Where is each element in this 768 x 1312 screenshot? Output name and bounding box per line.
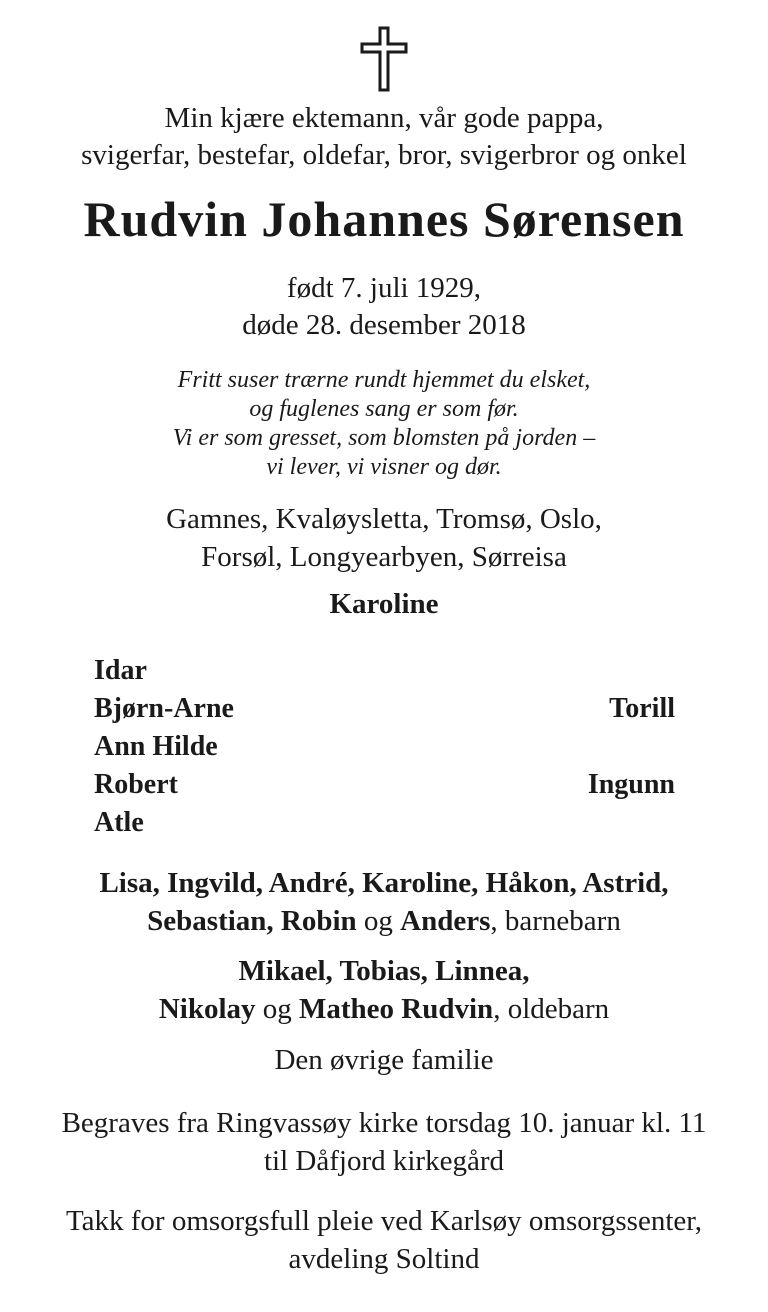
verse-line: Vi er som gresset, som blomsten på jorden – bbox=[172, 425, 596, 451]
thanks-line-1: Takk for omsorgsfull pleie ved Karlsøy omsorgssenter, bbox=[65, 1205, 703, 1237]
other-family: Den øvrige familie bbox=[274, 1044, 494, 1076]
great-grandchildren-label: , oldebarn bbox=[493, 993, 610, 1025]
birth-date: født 7. juli 1929, bbox=[286, 272, 482, 304]
intro-line-1: Min kjære ektemann, vår gode pappa, bbox=[164, 102, 604, 134]
spouse-name bbox=[588, 652, 675, 690]
great-grandchildren-line-1: Mikael, Tobias, Linnea, bbox=[238, 955, 530, 987]
great-grandchildren bbox=[0, 952, 768, 1028]
cross-icon bbox=[360, 26, 408, 92]
memorial-verse bbox=[0, 366, 768, 482]
great-grandchildren-last-name: Matheo Rudvin bbox=[299, 993, 494, 1025]
grandchildren-line-2 bbox=[0, 902, 768, 940]
places-line-1: Gamnes, Kvaløysletta, Tromsø, Oslo, bbox=[166, 503, 602, 535]
spouse-name: Ingunn bbox=[587, 769, 675, 800]
grandchildren-last-name: Anders bbox=[400, 905, 491, 937]
thanks-note bbox=[0, 1202, 768, 1278]
children-list bbox=[94, 652, 234, 842]
conjunction: og bbox=[363, 905, 393, 937]
burial-line-2: til Dåfjord kirkegård bbox=[264, 1145, 504, 1177]
child-name: Atle bbox=[94, 807, 144, 838]
child-name: Robert bbox=[94, 769, 178, 800]
burial-info bbox=[0, 1104, 768, 1180]
verse-line: og fuglenes sang er som før. bbox=[249, 396, 519, 422]
grandchildren-label: , barnebarn bbox=[490, 905, 621, 937]
spouse-name bbox=[588, 804, 675, 842]
wife-name: Karoline bbox=[329, 588, 439, 620]
grandchildren bbox=[0, 864, 768, 940]
child-name: Ann Hilde bbox=[94, 731, 218, 762]
deceased-name: Rudvin Johannes Sørensen bbox=[83, 191, 685, 247]
intro-text bbox=[0, 100, 768, 174]
verse-line: vi lever, vi visner og dør. bbox=[266, 454, 502, 480]
grandchildren-line-1: Lisa, Ingvild, André, Karoline, Håkon, Astrid, bbox=[99, 867, 669, 899]
places-list bbox=[0, 500, 768, 576]
grandchildren-names: Sebastian, Robin bbox=[147, 905, 357, 937]
intro-line-2: svigerfar, bestefar, oldefar, bror, svigerbror og onkel bbox=[81, 139, 687, 171]
great-grandchildren-line-2 bbox=[0, 990, 768, 1028]
spouse-name bbox=[588, 728, 675, 766]
child-name: Bjørn-Arne bbox=[94, 693, 234, 724]
death-date: døde 28. desember 2018 bbox=[242, 309, 526, 341]
life-dates bbox=[0, 270, 768, 344]
spouses-list bbox=[588, 652, 675, 842]
great-grandchildren-names: Nikolay bbox=[158, 993, 256, 1025]
spouse-name: Torill bbox=[609, 693, 675, 724]
conjunction: og bbox=[262, 993, 292, 1025]
verse-line: Fritt suser trærne rundt hjemmet du elsket, bbox=[177, 367, 591, 393]
burial-line-1: Begraves fra Ringvassøy kirke torsdag 10. januar kl. 11 bbox=[61, 1107, 707, 1139]
thanks-line-2: avdeling Soltind bbox=[288, 1243, 480, 1275]
places-line-2: Forsøl, Longyearbyen, Sørreisa bbox=[201, 541, 567, 573]
child-name: Idar bbox=[94, 655, 147, 686]
